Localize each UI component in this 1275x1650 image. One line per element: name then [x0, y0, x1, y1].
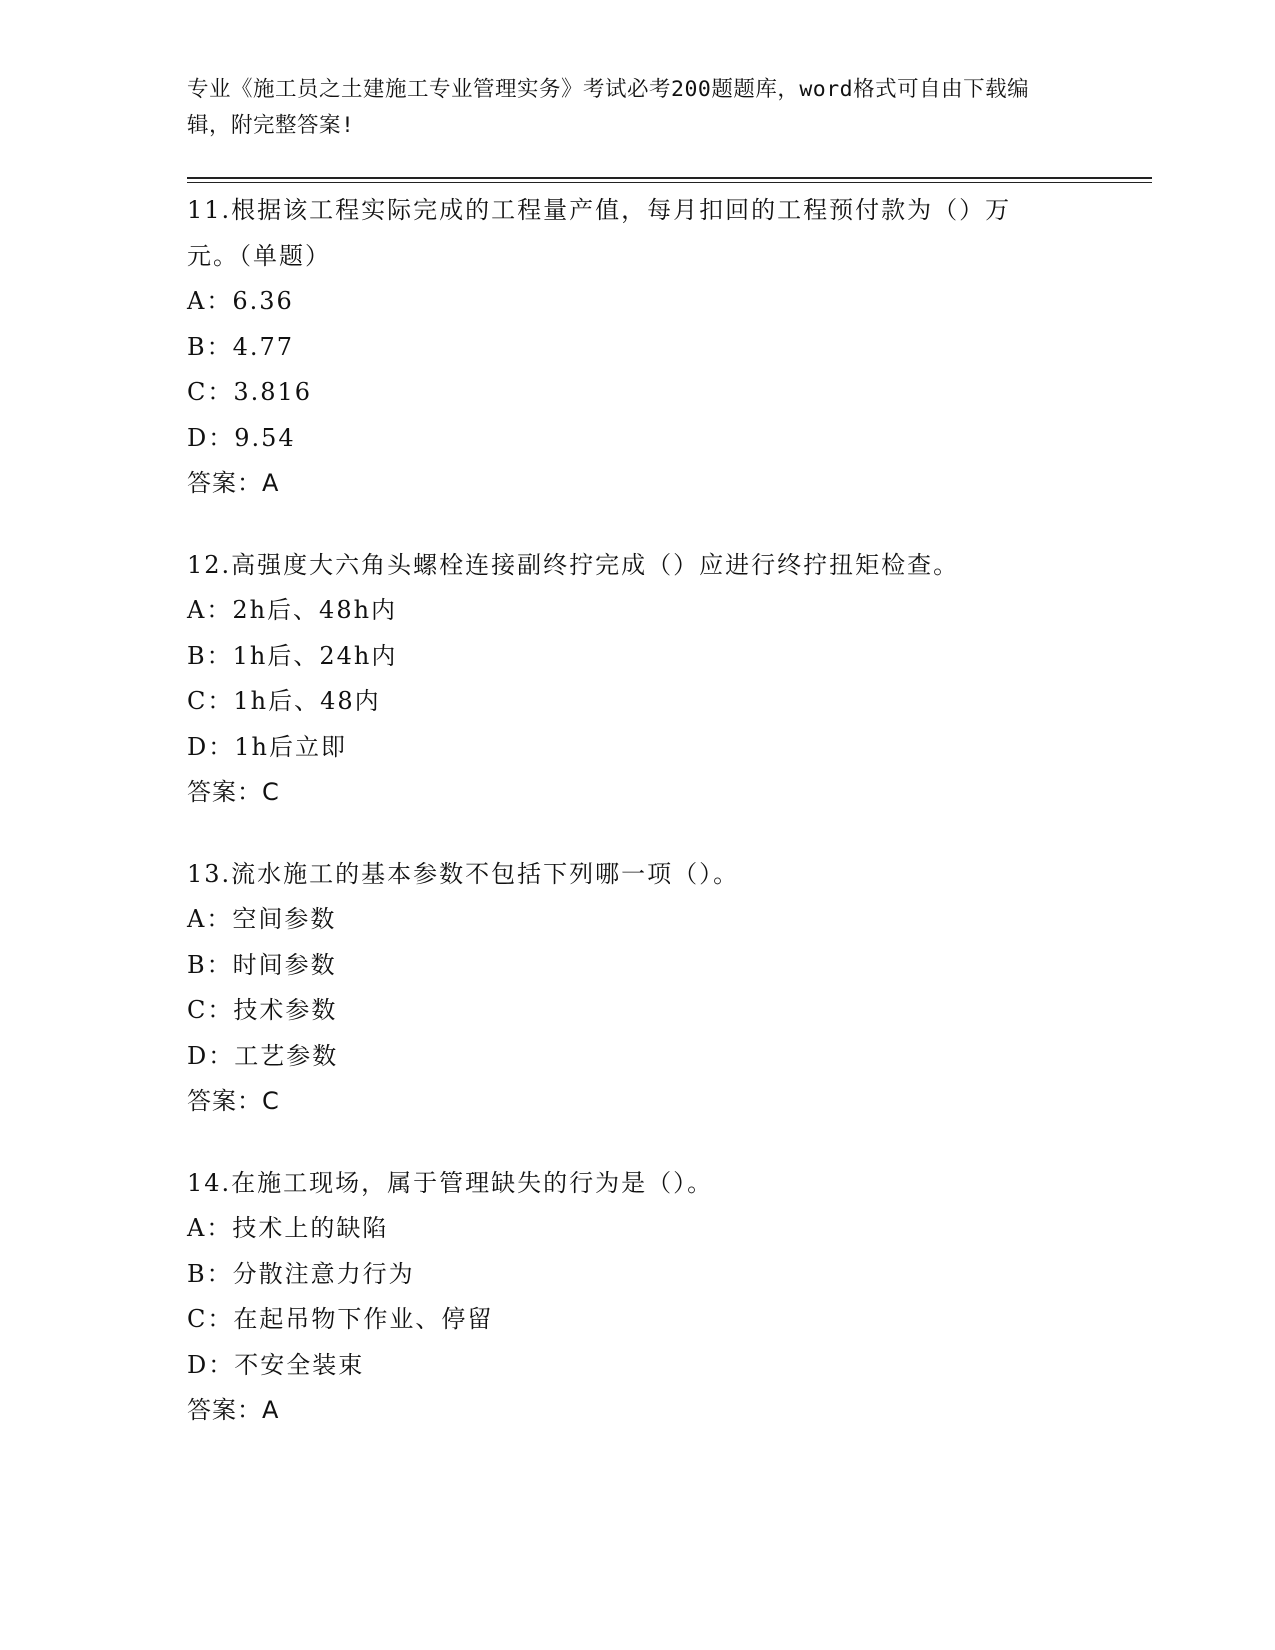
option-c: C：1h后、48内 [187, 687, 381, 715]
answer: 答案：A [187, 1396, 280, 1424]
document-header: 专业《施工员之土建施工专业管理实务》考试必考200题题库，word格式可自由下载编辑，附完整答案! [187, 77, 1030, 138]
option-a: A：技术上的缺陷 [187, 1214, 389, 1242]
option-c: C：3.816 [187, 378, 313, 406]
option-d: D：不安全装束 [187, 1350, 365, 1379]
option-d: D：9.54 [187, 423, 296, 452]
option-b: B：时间参数 [187, 950, 337, 979]
option-a: A：2h后、48h内 [187, 596, 398, 624]
option-c: C：技术参数 [187, 996, 338, 1024]
option-d: D：1h后立即 [187, 732, 347, 761]
option-a: A：空间参数 [187, 905, 337, 933]
header-divider-thin [187, 182, 1152, 183]
answer: 答案：C [187, 1087, 280, 1115]
answer: 答案：C [187, 778, 280, 806]
question-12 [187, 543, 1087, 816]
question-13 [187, 852, 1087, 1125]
question-stem: 11.根据该工程实际完成的工程量产值，每月扣回的工程预付款为（）万元。（单题） [187, 196, 1012, 270]
option-b: B：分散注意力行为 [187, 1259, 415, 1288]
option-a: A：6.36 [187, 287, 294, 315]
question-11 [187, 188, 1087, 507]
option-b: B：4.77 [187, 332, 295, 361]
option-b: B：1h后、24h内 [187, 641, 398, 670]
question-stem: 14.在施工现场，属于管理缺失的行为是（）。 [187, 1168, 714, 1197]
option-d: D：工艺参数 [187, 1041, 339, 1070]
question-list [187, 188, 1087, 1470]
option-c: C：在起吊物下作业、停留 [187, 1305, 494, 1333]
question-stem: 13.流水施工的基本参数不包括下列哪一项（）。 [187, 859, 740, 888]
question-stem: 12.高强度大六角头螺栓连接副终拧完成（）应进行终拧扭矩检查。 [187, 550, 960, 579]
header-divider-thick [187, 177, 1152, 179]
question-14 [187, 1161, 1087, 1434]
answer: 答案：A [187, 469, 280, 497]
